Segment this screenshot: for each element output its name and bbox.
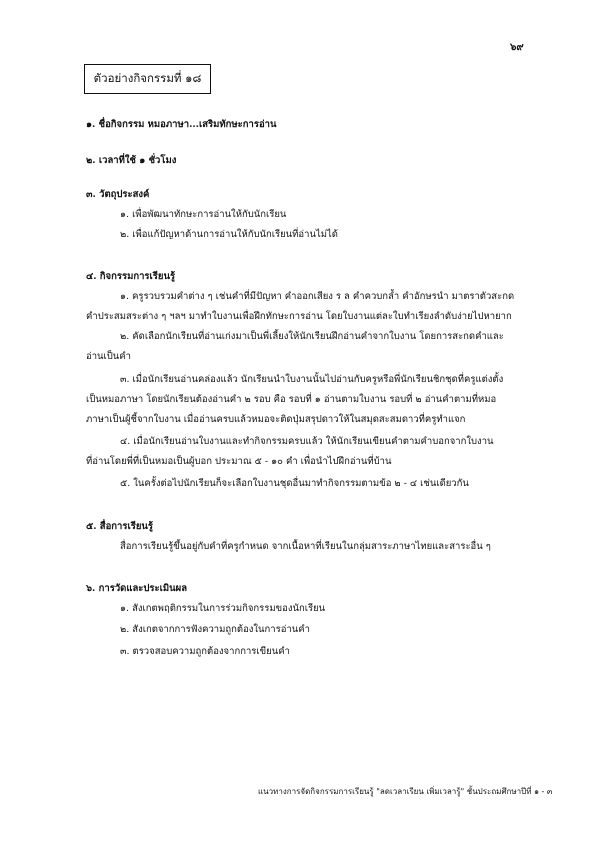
section-objectives-title: ๓. วัตถุประสงค์ [86,189,150,200]
activity-line: เป็นหมอภาษา โดยนักเรียนต้องอ่านคำ ๒ รอบ คือ รอบที่ ๑ อ่านตามใบงาน รอบที่ ๒ อ่านคำตามที่หมอ [86,394,497,405]
activity-line: ๒. คัดเลือกนักเรียนที่อ่านเก่งมาเป็นพี่เลี้ยงให้นักเรียนฝึกอ่านคำจากใบงาน โดยการสะกดคำและ [120,331,504,342]
section-learning-media-title: ๕. สื่อการเรียนรู้ [86,521,154,532]
activity-title-box [84,64,211,94]
activity-line: คำประสมสระต่าง ๆ ฯลฯ มาทำใบงานเพื่อฝึกทักษะการอ่าน โดยใบงานแต่ละใบทำเรียงลำดับง่ายไปหายาก [86,311,512,322]
activity-line: อ่านเป็นคำ [86,351,131,362]
evaluation-item: ๓. ตรวจสอบความถูกต้องจากการเขียนคำ [120,646,290,657]
activity-line: ภาษาเป็นผู้ชี้จากใบงาน เมื่ออ่านครบแล้วหมอจะติดปุ่มสรุปดาวให้ในสมุดสะสมดาวที่ครูทำแจก [86,414,466,425]
learning-media-text: สื่อการเรียนรู้ขึ้นอยู่กับคำที่ครูกำหนด จากเนื้อหาที่เรียนในกลุ่มสาระภาษาไทยและสาระอื่น ๆ [120,541,491,552]
objective-item: ๒. เพื่อแก้ปัญหาด้านการอ่านให้กับนักเรียนที่อ่านไม่ได้ [120,229,338,240]
activity-line: ๑. ครูรวบรวมคำต่าง ๆ เช่นคำที่มีปัญหา คำออกเสียง ร ล คำควบกล้ำ คำอักษรนำ มาตราตัวสะกด [120,291,515,302]
page-number: ๖๙ [510,42,524,53]
activity-line: ๔. เมื่อนักเรียนอ่านใบงานและทำกิจกรรมครบแล้ว ให้นักเรียนเขียนคำตามคำบอกจากใบงาน [120,436,494,447]
objective-item: ๑. เพื่อพัฒนาทักษะการอ่านให้กับนักเรียน [120,209,287,220]
section-evaluation-title: ๖. การวัดและประเมินผล [86,583,188,594]
activity-line: ๕. ในครั้งต่อไปนักเรียนก็จะเลือกใบงานชุดอื่นมาทำกิจกรรมตามข้อ ๒ - ๔ เช่นเดียวกัน [120,478,469,489]
activity-title: ตัวอย่างกิจกรรมที่ ๑๘ [93,71,202,85]
section-learning-activities-title: ๔. กิจกรรมการเรียนรู้ [86,271,176,282]
evaluation-item: ๑. สังเกตพฤติกรรมในการร่วมกิจกรรมของนักเรียน [120,603,326,614]
section-activity-name: ๑. ชื่อกิจกรรม หมอภาษา...เสริมทักษะการอ่าน [86,119,277,130]
activity-line: ที่อ่านโดยพี่ที่เป็นหมอเป็นผู้บอก ประมาณ ๕ - ๑๐ คำ เพื่อนำไปฝึกอ่านที่บ้าน [86,456,392,467]
activity-line: ๓. เมื่อนักเรียนอ่านคล่องแล้ว นักเรียนนำใบงานนั้นไปอ่านกับครูหรือพี่นักเรียนชิกชุดที่ครูแต่งตั้ง [120,374,504,385]
evaluation-item: ๒. สังเกตจากการฟังความถูกต้องในการอ่านคำ [120,624,310,635]
section-time: ๒. เวลาที่ใช้ ๑ ชั่วโมง [86,155,177,166]
page-footer: แนวทางการจัดกิจกรรมการเรียนรู้ "ลดเวลาเรียน เพิ่มเวลารู้" ชั้นประถมศึกษาปีที่ ๑ - ๓ [258,787,553,796]
